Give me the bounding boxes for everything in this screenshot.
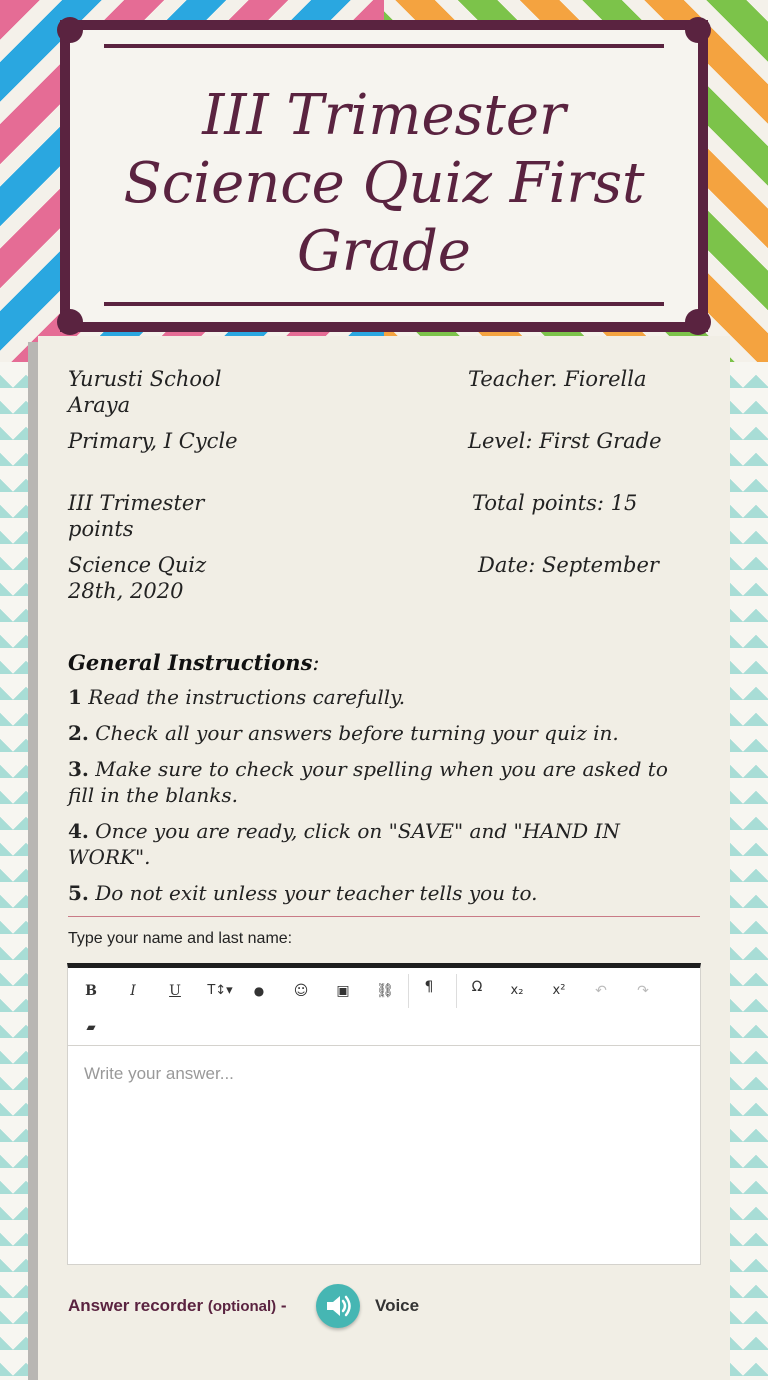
image-icon[interactable]: ▣ (336, 983, 350, 999)
superscript-button[interactable]: x² (552, 983, 566, 998)
instructions-list (68, 684, 700, 916)
omega-icon[interactable]: Ω (456, 974, 497, 1008)
text-size-button[interactable]: T↕▾ (207, 983, 233, 998)
instruction-item: 2. Check all your answers before turning your quiz in. (68, 721, 619, 745)
eraser-icon[interactable]: ▰ (86, 1020, 96, 1034)
answer-input[interactable]: Write your answer... (84, 1064, 234, 1083)
instruction-item: 1 Read the instructions carefully. (68, 685, 406, 709)
voice-label: Voice (375, 1296, 420, 1315)
italic-button[interactable]: I (130, 983, 136, 999)
school-name: Yurusti School Araya (68, 367, 222, 417)
trimester: III Trimester points (68, 491, 205, 541)
answer-recorder-label: Answer recorder (optional) - (68, 1296, 287, 1315)
bold-button[interactable]: B (85, 983, 97, 999)
emoji-icon[interactable]: ☺ (293, 983, 309, 999)
quiz-name: Science Quiz 28th, 2020 (68, 553, 207, 603)
teacher: Teacher. Fiorella (468, 367, 647, 391)
level: Level: First Grade (468, 429, 662, 453)
date: Date: September (478, 553, 659, 577)
editor-toolbar (68, 968, 700, 1046)
instruction-item: 5. Do not exit unless your teacher tells you to. (68, 881, 538, 905)
cycle: Primary, I Cycle (68, 429, 238, 453)
title-card (60, 20, 708, 332)
subscript-button[interactable]: x₂ (510, 983, 524, 998)
total-points: Total points: 15 (472, 491, 638, 515)
divider (68, 916, 700, 917)
instruction-item: 4. Once you are ready, click on "SAVE" and "HAND IN WORK". (68, 819, 620, 869)
link-icon[interactable]: ⛓ (376, 983, 394, 999)
speaker-icon (316, 1284, 360, 1328)
paragraph-direction-icon[interactable]: ¶ (408, 974, 449, 1008)
side-rail (28, 342, 38, 1380)
color-drop-icon[interactable]: ● (253, 984, 265, 998)
answer-editor (67, 963, 701, 1265)
instruction-item: 3. Make sure to check your spelling when you are asked to fill in the blanks. (68, 757, 668, 807)
underline-button[interactable]: U (169, 983, 181, 999)
redo-icon[interactable]: ↷ (637, 983, 649, 999)
instructions-title: General Instructions: (68, 650, 320, 675)
undo-icon[interactable]: ↶ (595, 983, 607, 999)
side-pattern-right (730, 362, 768, 1380)
voice-record-button[interactable] (316, 1284, 360, 1328)
page-title: III Trimester Science Quiz First Grade (123, 83, 645, 284)
question-prompt: Type your name and last name: (68, 930, 293, 947)
